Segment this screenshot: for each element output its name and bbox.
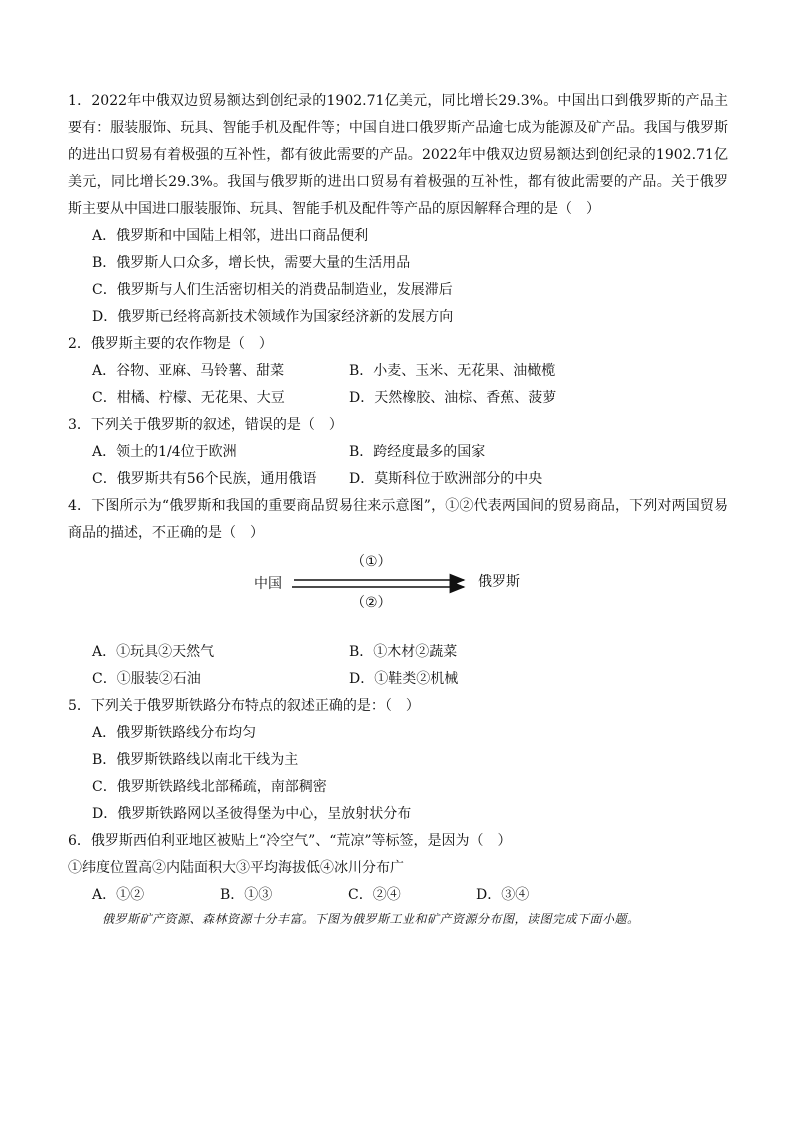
question-stem: 4．下图所示为“俄罗斯和我国的重要商品贸易往来示意图”，①②代表两国间的贸易商品，下列对两国贸易商品的描述，不正确的是（ ） xyxy=(68,498,728,541)
option-d[interactable]: D．③④ xyxy=(476,887,530,903)
option-c[interactable]: C．柑橘、柠檬、无花果、大豆 xyxy=(92,390,285,406)
question-4 xyxy=(68,493,728,693)
option-d[interactable]: D．天然橡胶、油棕、香蕉、菠萝 xyxy=(349,390,557,406)
trade-arrows xyxy=(68,547,728,639)
option-row xyxy=(68,466,728,493)
question-6 xyxy=(68,828,728,909)
next-group-intro: 俄罗斯矿产资源、森林资源十分丰富。下图为俄罗斯工业和矿产资源分布图，读图完成下面小题。 xyxy=(102,912,640,926)
question-stem: 1．2022年中俄双边贸易额达到创纪录的1902.71亿美元，同比增长29.3%。中国出口到俄罗斯的产品主要有：服装服饰、玩具、智能手机及配件等；中国自进口俄罗斯产品逾七成为能源及矿产品。我国与俄罗斯的进出口贸易有着极强的互补性，都有彼此需要的产品。2022年中俄双边贸易额达到创纪录的1902.71亿美元，同比增长29.3%。我国与俄罗斯的进出口贸易有着极强的互补性，都有彼此需要的产品。关于俄罗斯主要从中国进口服装服饰、玩具、智能手机及配件等产品的原因解释合理的是（ ） xyxy=(68,93,728,217)
question-factors: ①纬度位置高②内陆面积大③平均海拔低④冰川分布广 xyxy=(68,860,404,876)
option-a[interactable]: A．领土的1/4位于欧洲 xyxy=(92,444,237,460)
label-goods-1: （①） xyxy=(351,554,392,570)
question-1 xyxy=(68,88,728,331)
option-c[interactable]: C．①服装②石油 xyxy=(92,671,201,687)
option-row xyxy=(68,385,728,412)
option-b[interactable]: B．俄罗斯铁路线以南北干线为主 xyxy=(92,752,299,768)
option-d[interactable]: D．莫斯科位于欧洲部分的中央 xyxy=(349,471,543,487)
option-d[interactable]: D．①鞋类②机械 xyxy=(349,671,459,687)
trade-diagram xyxy=(68,547,728,639)
question-stem: 3．下列关于俄罗斯的叙述，错误的是（ ） xyxy=(68,417,343,433)
option-row xyxy=(68,666,728,693)
question-5 xyxy=(68,693,728,828)
option-a[interactable]: A．①② xyxy=(92,887,145,903)
label-russia: 俄罗斯 xyxy=(478,574,520,590)
option-c[interactable]: C．俄罗斯铁路线北部稀疏，南部稠密 xyxy=(92,779,327,795)
worksheet xyxy=(68,88,728,929)
question-stem: 6．俄罗斯西伯利亚地区被贴上“冷空气”、“荒凉”等标签，是因为（ ） xyxy=(68,833,512,849)
option-a[interactable]: A．俄罗斯铁路线分布均匀 xyxy=(92,725,257,741)
option-row xyxy=(68,358,728,385)
option-a[interactable]: A．谷物、亚麻、马铃薯、甜菜 xyxy=(92,363,285,379)
question-stem: 5．下列关于俄罗斯铁路分布特点的叙述正确的是：（ ） xyxy=(68,698,420,714)
option-row xyxy=(68,882,728,909)
option-b[interactable]: B．①木材②蔬菜 xyxy=(349,644,458,660)
question-2 xyxy=(68,331,728,412)
label-china: 中国 xyxy=(254,576,282,592)
question-3 xyxy=(68,412,728,493)
option-b[interactable]: B．小麦、玉米、无花果、油橄榄 xyxy=(349,363,556,379)
option-b[interactable]: B．俄罗斯人口众多，增长快，需要大量的生活用品 xyxy=(92,255,411,271)
option-c[interactable]: C．俄罗斯共有56个民族，通用俄语 xyxy=(92,471,317,487)
option-c[interactable]: C．俄罗斯与人们生活密切相关的消费品制造业，发展滞后 xyxy=(92,282,453,298)
label-goods-2: （②） xyxy=(351,595,392,611)
option-row xyxy=(68,439,728,466)
option-row xyxy=(68,639,728,666)
option-d[interactable]: D．俄罗斯已经将高新技术领域作为国家经济新的发展方向 xyxy=(92,309,454,325)
option-b[interactable]: B．①③ xyxy=(220,887,273,903)
option-a[interactable]: A．俄罗斯和中国陆上相邻，进出口商品便利 xyxy=(92,228,369,244)
option-d[interactable]: D．俄罗斯铁路网以圣彼得堡为中心，呈放射状分布 xyxy=(92,806,412,822)
option-c[interactable]: C．②④ xyxy=(348,887,401,903)
question-stem: 2．俄罗斯主要的农作物是（ ） xyxy=(68,336,273,352)
option-a[interactable]: A．①玩具②天然气 xyxy=(92,644,215,660)
option-b[interactable]: B．跨经度最多的国家 xyxy=(349,444,486,460)
